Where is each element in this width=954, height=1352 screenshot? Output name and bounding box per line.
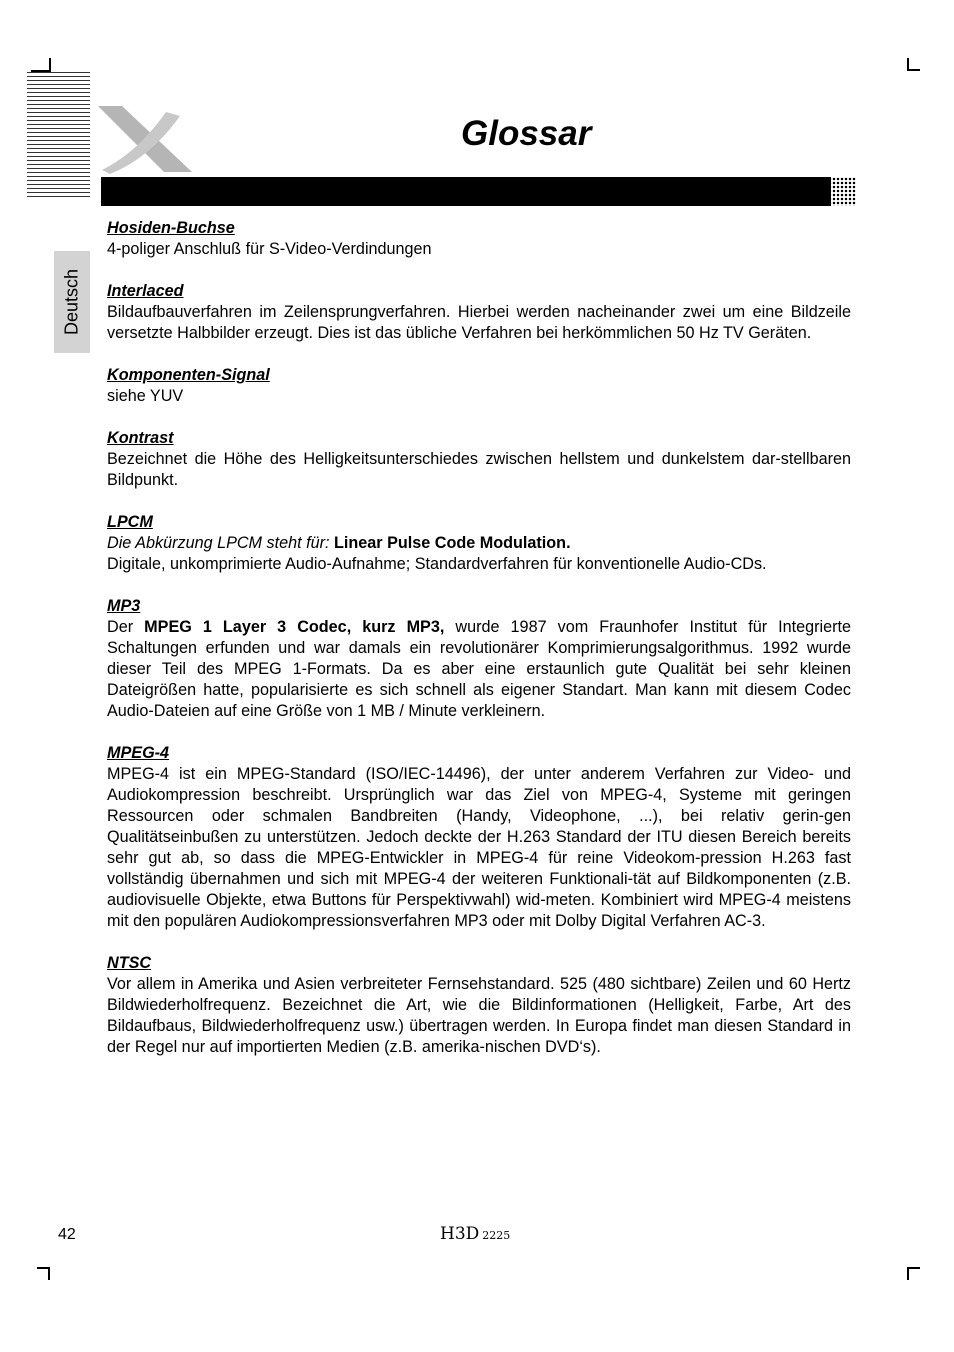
language-tab-label: Deutsch bbox=[61, 268, 82, 336]
abbreviation-intro: Die Abkürzung LPCM steht für: bbox=[107, 534, 330, 552]
glossary-definition: MPEG-4 ist ein MPEG-Standard (ISO/IEC-14496), der unter anderem Verfahren zur Video- und Audiokompression beschreibt. Ursprünglich war das Ziel von MPEG-4, Systeme mit geringen Ressourcen oder schmalen Bandbreiten (Handy, Videophone, ...), bei relativ gerin-gen Qualitätseinbußen zu unterstützen. Jedoch deckte der H.263 Standard der ITU diesen Bereich bereits sehr gut ab, so dass die MPEG-Entwickler in MPEG-4 für reine Videokom-pression H.263 fast vollständig übernahmen und sich mit MPEG-4 der weiteren Funktionali-tät auf Bildkomponenten (z.B. audiovisuelle Objekte, etwa Buttons für Perspektivwahl) wid-meten. Kombiniert wird MPEG-4 meistens mit den populären Audiokompressionsverfahren MP3 oder mit Dolby Digital Verfahren AC-3. bbox=[107, 765, 851, 930]
glossary-entry-komponenten bbox=[107, 365, 851, 407]
definition-text: wurde 1987 vom Fraunhofer Institut für Integrierte Schaltungen erfunden und war damals ein revolutionärer Komprimierungsalgorithmus. 1992 wurde dieser Teil des MPEG 1-Formats. Da es aber eine erstaunlich gute Qualität bei sehr kleinen Dateigrößen hatte, popularisierte es sich schnell als eigener Standart. Man kann mit diesem Codec Audio-Dateien auf eine Größe von 1 MB / Minute verkleinern. bbox=[107, 618, 852, 720]
glossary-definition: 4-poliger Anschluß für S-Video-Verdindungen bbox=[107, 240, 432, 258]
glossary-term: Komponenten-Signal bbox=[107, 366, 270, 384]
glossary-term: Hosiden-Buchse bbox=[107, 219, 235, 237]
language-tab bbox=[54, 251, 90, 353]
brand-footer bbox=[440, 1224, 510, 1244]
crop-mark-top-left-vertical bbox=[49, 58, 51, 72]
page-number: 42 bbox=[58, 1226, 76, 1243]
glossary-entry-mp3 bbox=[107, 596, 851, 722]
glossary-definition bbox=[107, 617, 851, 722]
glossary-definition: siehe YUV bbox=[107, 387, 184, 405]
glossary-term: MP3 bbox=[107, 597, 141, 615]
page-title: Glossar bbox=[461, 114, 592, 153]
glossary-abbreviation-line bbox=[107, 533, 851, 554]
glossary-term: LPCM bbox=[107, 513, 153, 531]
glossary-term: NTSC bbox=[107, 954, 152, 972]
glossary-definition: Bezeichnet die Höhe des Helligkeitsunterschiedes zwischen hellstem und dunkelstem dar-stellbaren Bildpunkt. bbox=[107, 450, 851, 489]
crop-mark-bottom-left-vertical bbox=[48, 1267, 50, 1280]
abbreviation-expansion: Linear Pulse Code Modulation. bbox=[334, 534, 571, 552]
header-stripes bbox=[27, 72, 90, 200]
glossary-entry-interlaced bbox=[107, 281, 851, 344]
glossary-definition: Vor allem in Amerika und Asien verbreiteter Fernsehstandard. 525 (480 sichtbare) Zeilen und 60 Hertz Bildwiederholfrequenz. Bezeichnet die Art, wie die Bildinformationen (Helligkeit, Farbe, Art des Bildaufbaus, Bildwiederholfrequenz usw.) übertragen werden. In Europa findet man diesen Standard in der Regel nur auf importierten Medien (z.B. amerika-nischen DVD‘s). bbox=[107, 975, 851, 1056]
x-logo-icon bbox=[94, 102, 198, 181]
title-bar bbox=[101, 177, 831, 206]
crop-mark-top-right-horizontal bbox=[907, 69, 920, 71]
glossary-definition: Digitale, unkomprimierte Audio-Aufnahme; Standardverfahren für konventionelle Audio-CDs. bbox=[107, 555, 767, 573]
glossary-term: Kontrast bbox=[107, 429, 174, 447]
brand-name: H3D bbox=[440, 1224, 480, 1244]
glossary-term: Interlaced bbox=[107, 282, 184, 300]
glossary-entry-mpeg4 bbox=[107, 743, 851, 932]
definition-bold: MPEG 1 Layer 3 Codec, kurz MP3, bbox=[144, 618, 445, 636]
glossary-content bbox=[107, 218, 851, 1079]
glossary-entry-ntsc bbox=[107, 953, 851, 1058]
glossary-entry-lpcm bbox=[107, 512, 851, 575]
glossary-definition: Bildaufbauverfahren im Zeilensprungverfahren. Hierbei werden nacheinander zwei um eine Bildzeile versetzte Halbbilder erzeugt. Dies ist das übliche Verfahren bei herkömmlichen 50 Hz TV Geräten. bbox=[107, 303, 851, 342]
glossary-entry-kontrast bbox=[107, 428, 851, 491]
glossary-entry-hosiden bbox=[107, 218, 851, 260]
title-bar-dots bbox=[812, 177, 856, 206]
brand-model: 2225 bbox=[482, 1229, 511, 1242]
glossary-term: MPEG-4 bbox=[107, 744, 170, 762]
definition-prefix: Der bbox=[107, 618, 134, 636]
crop-mark-bottom-right-vertical bbox=[907, 1267, 909, 1280]
